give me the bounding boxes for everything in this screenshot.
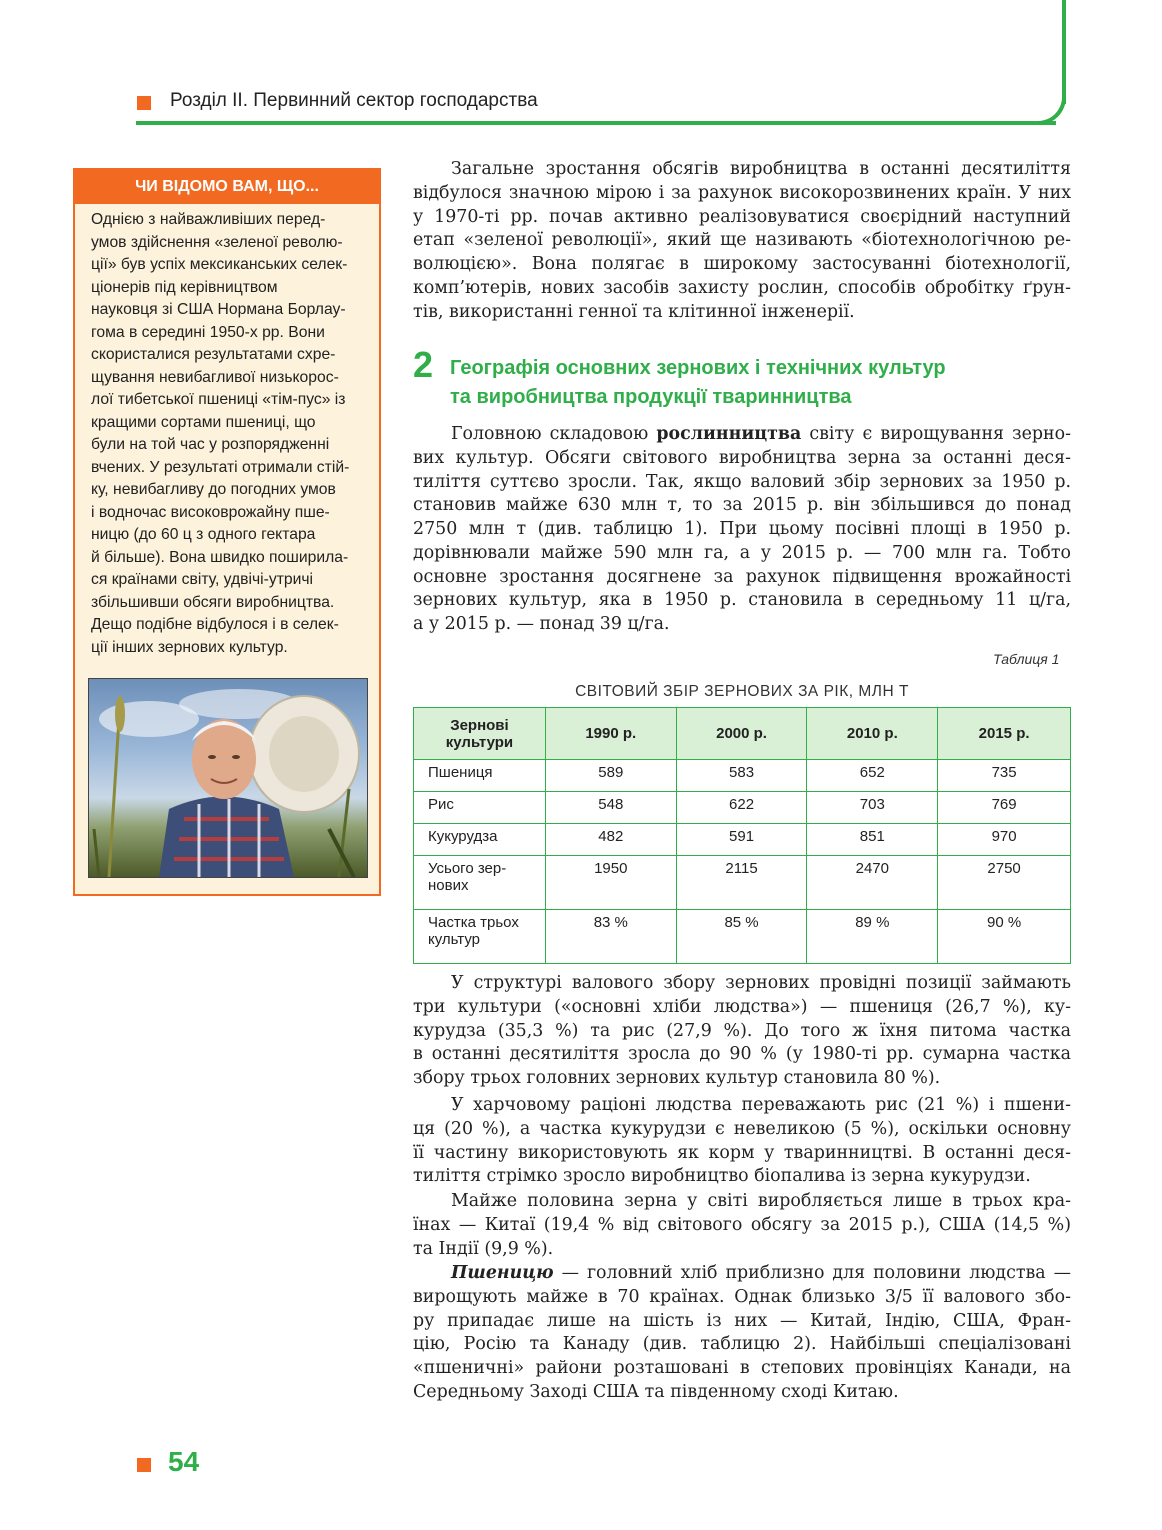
text-line: зернових культур, яка в 1950 р. становила в середньому 11 ц/га, (413, 590, 1071, 611)
footer-marker (137, 1458, 151, 1472)
section-title-line: Географія основних зернових і технічних культур (450, 357, 946, 379)
table-cell: 622 (676, 792, 807, 824)
cell-text: Частка трьох (428, 914, 519, 931)
table-header-cell (414, 708, 546, 760)
text-run: — головний хліб приблизно для половини людства — (553, 1263, 1071, 1283)
paragraph-wheat (413, 1262, 1071, 1405)
chapter-title: Розділ II. Первинний сектор господарства (170, 90, 538, 111)
page-number: 54 (168, 1446, 200, 1477)
sidebar-line: ції» був успіх мексиканських селек- (91, 256, 348, 273)
text-line: в останні десятиліття зросла до 90 % (у 1980-ті рр. сумарна частка (413, 1044, 1071, 1065)
cell-text: нових (428, 877, 469, 894)
text-line: три культури («основні хліби людства») — пшениця (26,7 %), ку- (413, 996, 1071, 1017)
table-row (414, 910, 1071, 964)
table-cell: 482 (545, 824, 676, 856)
borlaug-photo (88, 678, 368, 878)
text-line: комп’ютерів, нових засобів захисту рослин, способів обробітку ґрун- (413, 277, 1071, 298)
text-line (413, 423, 1071, 447)
table-caption: СВІТОВИЙ ЗБІР ЗЕРНОВИХ ЗА РІК, МЛН Т (575, 683, 909, 700)
text-line: У харчовому раціоні людства переважають рис (21 %) і пшени- (451, 1095, 1071, 1115)
sidebar-line: гома в середині 1950-х рр. Вони (91, 323, 325, 341)
sidebar-line: умов здійснення «зеленої револю- (91, 233, 343, 251)
paragraph-structure (413, 972, 1071, 1091)
text-line: У структурі валового збору зернових провідні позиції займають (451, 973, 1071, 993)
table-cell: 83 % (545, 910, 676, 964)
text-line: ру припадає лише на шість із них — Китай, Індію, США, Фран- (413, 1310, 1071, 1331)
cell-text: Усього зер- (428, 860, 507, 877)
table-header-cell: 2015 р. (938, 708, 1071, 760)
sidebar-line: ся країнами світу, удвічі-утричі (91, 571, 314, 588)
grain-harvest-table (413, 707, 1071, 964)
sidebar-line: й більше). Вона швидко поширила- (91, 548, 349, 566)
table-cell: Рис (414, 792, 546, 824)
header-text: культури (445, 733, 514, 751)
text-line: основне зростання досягнене за рахунок підвищення врожайності (413, 566, 1071, 587)
table-row (414, 792, 1071, 824)
text-line: «пшеничні» райони розташовані в степових провінціях Канади, на (413, 1358, 1071, 1378)
table-cell: 591 (676, 824, 807, 856)
text-line: етап «зеленої революції», який ще називають «біотехнологічною ре- (413, 230, 1071, 251)
sidebar-line: щування невибагливої низькорос- (91, 368, 339, 386)
table-label: Таблиця 1 (993, 651, 1060, 667)
text-run: Головною складовою (451, 424, 657, 444)
sidebar-line: науковця зі США Нормана Борлау- (91, 301, 346, 318)
cell-text: культур (428, 931, 481, 948)
table-header-cell: 1990 р. (545, 708, 676, 760)
table-header-cell: 2000 р. (676, 708, 807, 760)
section-title (450, 354, 946, 412)
sidebar-line: ку, невибагливу до погодних умов (91, 481, 336, 498)
header-frame-corner (1034, 76, 1066, 125)
table-cell: 2470 (807, 856, 938, 910)
text-line: збору трьох головних зернових культур становила 80 %). (413, 1068, 941, 1088)
text-line: ця (20 %), а частка кукурудзи є невеликою (5 %), оскільки основну (413, 1118, 1071, 1139)
table-cell: 851 (807, 824, 938, 856)
text-line: Майже половина зерна у світі виробляється лише в трьох кра- (451, 1191, 1071, 1211)
did-you-know-text (75, 204, 379, 659)
text-line: вирощують майже в 70 країнах. Однак близько 3/5 її валового збо- (413, 1286, 1071, 1307)
text-line: та Індії (9,9 %). (413, 1238, 554, 1259)
table-cell: 1950 (545, 856, 676, 910)
did-you-know-box (73, 168, 381, 896)
sidebar-line: ницю (до 60 ц з одного гектара (91, 526, 316, 543)
table-row (414, 856, 1071, 910)
text-line (413, 1262, 1071, 1286)
text-line: Середньому Заході США та південному сході Китаю. (413, 1381, 899, 1402)
table-cell (414, 910, 546, 964)
header-marker (137, 96, 151, 110)
text-line: а у 2015 р. — понад 39 ц/га. (413, 614, 670, 634)
table-row (414, 824, 1071, 856)
table-row (414, 760, 1071, 792)
text-line: становив майже 630 млн т, то за 2015 р. він збільшився до понад (413, 495, 1071, 516)
table-cell: 652 (807, 760, 938, 792)
sidebar-line: лої тибетської пшениці «тім-пус» із (91, 391, 346, 408)
text-line: тиліття стрімко зросло виробництво біопалива із зерна кукурудзи. (413, 1166, 1031, 1187)
sidebar-line: ціонерів під керівництвом (91, 278, 278, 296)
sidebar-line: збільшивши обсяги виробництва. (91, 593, 335, 611)
table-cell: 89 % (807, 910, 938, 964)
sidebar-line: вчених. У результаті отримали стій- (91, 458, 350, 476)
sidebar-line: були на той час у розпорядженні (91, 436, 330, 453)
sidebar-line: і водночас високоврожайну пше- (91, 503, 330, 521)
text-line: цію, Росію та Канаду (див. таблицю 2). Найбільші спеціалізовані (413, 1334, 1071, 1355)
bold-term: рослинництва (656, 424, 802, 444)
text-line: у 1970-ті рр. почав активно реалізовуватися своєрідний наступний (413, 206, 1071, 227)
text-line: їнах — Китаї (19,4 % від світового обсягу за 2015 р.), США (14,5 %) (413, 1214, 1071, 1235)
table-cell: 2750 (938, 856, 1071, 910)
paragraph-diet (413, 1094, 1071, 1189)
sidebar-line: кращими сортами пшениці, що (91, 413, 316, 431)
text-run: світу є вирощування зерно- (801, 424, 1071, 444)
bold-italic-term: Пшеницю (451, 1263, 554, 1283)
table-cell: Пшениця (414, 760, 546, 792)
table-cell: 583 (676, 760, 807, 792)
table-cell (414, 856, 546, 910)
header-text: Зернові (450, 716, 509, 734)
sidebar-line: скористалися результатами схре- (91, 346, 336, 363)
borlaug-photo-illustration (89, 679, 367, 877)
table-cell: 703 (807, 792, 938, 824)
table-cell: 2115 (676, 856, 807, 910)
text-line: 2750 млн т (див. таблицю 1). При цьому посівні площі в 1950 р. (413, 519, 1071, 539)
text-line: дорівнювали майже 590 млн га, а у 2015 р. — 700 млн га. Тобто (413, 542, 1071, 563)
text-line: Загальне зростання обсягів виробництва в останні десятиліття (451, 159, 1071, 179)
text-line: тиліття суттєво зросли. Так, якщо валовий збір зернових за 1950 р. (413, 471, 1071, 492)
table-cell: 589 (545, 760, 676, 792)
sidebar-line: Дещо подібне відбулося і в селек- (91, 616, 339, 633)
section-title-line: та виробництва продукції тваринництва (450, 386, 852, 408)
table-cell: 85 % (676, 910, 807, 964)
text-line: волюцією». Вона полягає в широкому застосуванні біотехнології, (413, 254, 1071, 274)
paragraph-countries (413, 1190, 1071, 1261)
table-cell: Кукурудза (414, 824, 546, 856)
intro-paragraph (413, 158, 1071, 324)
text-line: курудза (35,3 %) та рис (27,9 %). До того ж їхня питома частка (413, 1020, 1071, 1041)
did-you-know-heading: ЧИ ВІДОМО ВАМ, ЩО... (75, 170, 379, 204)
table-cell: 769 (938, 792, 1071, 824)
table-cell: 970 (938, 824, 1071, 856)
text-line: вих культур. Обсяги світового виробництва зерна за останні деся- (413, 447, 1071, 468)
table-cell: 735 (938, 760, 1071, 792)
table-header-row (414, 708, 1071, 760)
table-cell: 548 (545, 792, 676, 824)
sidebar-line: Однією з найважливіших перед- (91, 211, 326, 228)
text-line: її частину використовують як корм у тваринництві. В останні деся- (413, 1142, 1071, 1163)
paragraph-crops (413, 423, 1071, 637)
text-line: відбулося значною мірою і за рахунок високорозвинених країн. У них (413, 182, 1071, 203)
text-line: тів, використанні генної та клітинної інженерії. (413, 301, 855, 322)
table-cell: 90 % (938, 910, 1071, 964)
table-header-cell: 2010 р. (807, 708, 938, 760)
header-frame-line (136, 121, 1056, 125)
section-number: 2 (413, 344, 434, 385)
sidebar-line: ції інших зернових культур. (91, 638, 288, 656)
